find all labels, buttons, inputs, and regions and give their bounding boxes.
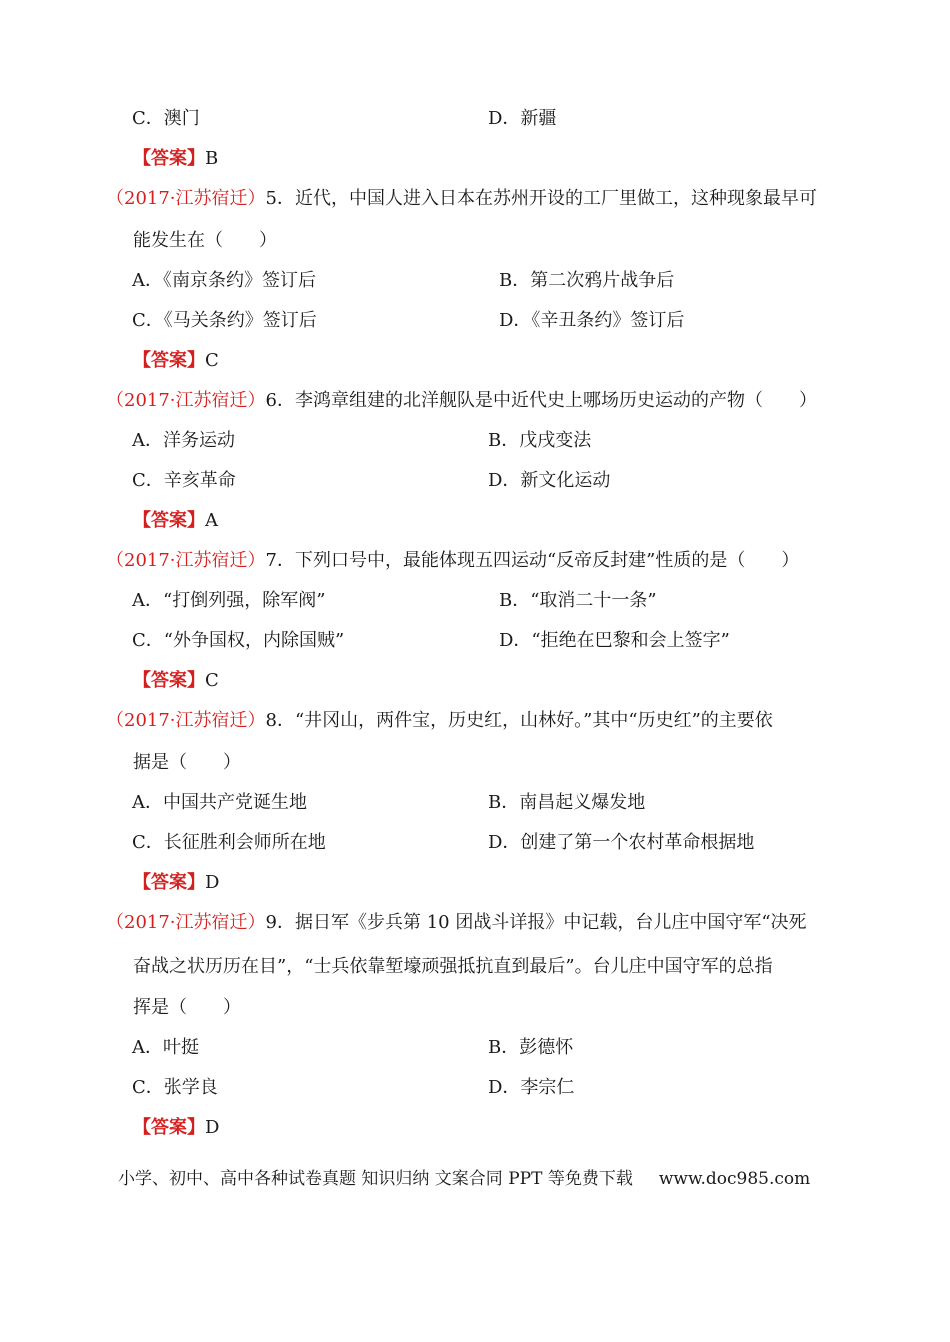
option-c: C．澳门 bbox=[132, 108, 200, 129]
answer-line bbox=[133, 1116, 219, 1140]
footer-text: 小学、初中、高中各种试卷真题 知识归纳 文案合同 PPT 等免费下载 bbox=[118, 1169, 633, 1189]
option-a: A．“打倒列强，除军阀” bbox=[132, 590, 326, 611]
option-d: D．新文化运动 bbox=[488, 470, 611, 491]
option-a: A．中国共产党诞生地 bbox=[132, 792, 307, 813]
question-text: 8．“井冈山，两件宝，历史红，山林好。”其中“历史红”的主要依 bbox=[265, 710, 773, 731]
answer-value: C bbox=[205, 670, 219, 691]
option-c: C．辛亥革命 bbox=[132, 470, 236, 491]
question-9-continued: 奋战之状历历在目”，“士兵依靠堑壕顽强抵抗直到最后”。台儿庄中国守军的总指 bbox=[133, 956, 773, 977]
question-5 bbox=[106, 187, 817, 211]
option-b: B．南昌起义爆发地 bbox=[488, 792, 646, 813]
question-text: 7．下列口号中，最能体现五四运动“反帝反封建”性质的是（ ） bbox=[265, 550, 800, 571]
question-text: 6．李鸿章组建的北洋舰队是中近代史上哪场历史运动的产物（ ） bbox=[265, 390, 817, 411]
answer-value: D bbox=[205, 1117, 220, 1138]
page-footer bbox=[118, 1167, 810, 1191]
question-source: （2017·江苏宿迁） bbox=[106, 710, 266, 731]
question-9 bbox=[106, 911, 807, 935]
question-source: （2017·江苏宿迁） bbox=[106, 390, 266, 411]
option-b: B．彭德怀 bbox=[488, 1037, 574, 1058]
answer-value: C bbox=[205, 350, 219, 371]
question-8 bbox=[106, 709, 773, 733]
question-5-continued: 能发生在（ ） bbox=[133, 230, 277, 251]
answer-label: 【答案】 bbox=[133, 1117, 205, 1138]
option-b: B．戊戌变法 bbox=[488, 430, 592, 451]
option-d: D．创建了第一个农村革命根据地 bbox=[488, 832, 755, 853]
answer-line bbox=[133, 669, 219, 693]
answer-line bbox=[133, 509, 218, 533]
option-b: B．第二次鸦片战争后 bbox=[499, 270, 675, 291]
option-d: D．《辛丑条约》签订后 bbox=[499, 310, 685, 331]
option-d: D．“拒绝在巴黎和会上签字” bbox=[499, 630, 730, 651]
answer-label: 【答案】 bbox=[133, 148, 205, 169]
answer-label: 【答案】 bbox=[133, 510, 205, 531]
option-c: C．长征胜利会师所在地 bbox=[132, 832, 326, 853]
question-8-continued: 据是（ ） bbox=[133, 752, 241, 773]
answer-line bbox=[133, 349, 219, 373]
answer-line bbox=[133, 871, 219, 895]
question-7 bbox=[106, 549, 799, 573]
footer-url[interactable]: www.doc985.com bbox=[658, 1169, 811, 1189]
answer-label: 【答案】 bbox=[133, 670, 205, 691]
answer-label: 【答案】 bbox=[133, 872, 205, 893]
answer-value: B bbox=[205, 148, 219, 169]
option-a: A．《南京条约》签订后 bbox=[132, 270, 316, 291]
option-a: A．洋务运动 bbox=[132, 430, 235, 451]
question-9-continued-2: 挥是（ ） bbox=[133, 997, 241, 1018]
answer-value: A bbox=[205, 510, 218, 531]
option-a: A．叶挺 bbox=[132, 1037, 199, 1058]
answer-value: D bbox=[205, 872, 220, 893]
question-source: （2017·江苏宿迁） bbox=[106, 912, 266, 933]
question-text: 9．据日军《步兵第 10 团战斗详报》中记载，台儿庄中国守军“决死 bbox=[265, 912, 807, 933]
option-d: D．新疆 bbox=[488, 108, 557, 129]
option-b: B．“取消二十一条” bbox=[499, 590, 657, 611]
option-c: C．《马关条约》签订后 bbox=[132, 310, 317, 331]
option-d: D．李宗仁 bbox=[488, 1077, 575, 1098]
option-c: C．张学良 bbox=[132, 1077, 218, 1098]
answer-line bbox=[133, 147, 218, 171]
question-source: （2017·江苏宿迁） bbox=[106, 550, 266, 571]
question-text: 5．近代，中国人进入日本在苏州开设的工厂里做工，这种现象最早可 bbox=[265, 188, 817, 209]
answer-label: 【答案】 bbox=[133, 350, 205, 371]
option-c: C．“外争国权，内除国贼” bbox=[132, 630, 345, 651]
question-6 bbox=[106, 389, 817, 413]
question-source: （2017·江苏宿迁） bbox=[106, 188, 266, 209]
